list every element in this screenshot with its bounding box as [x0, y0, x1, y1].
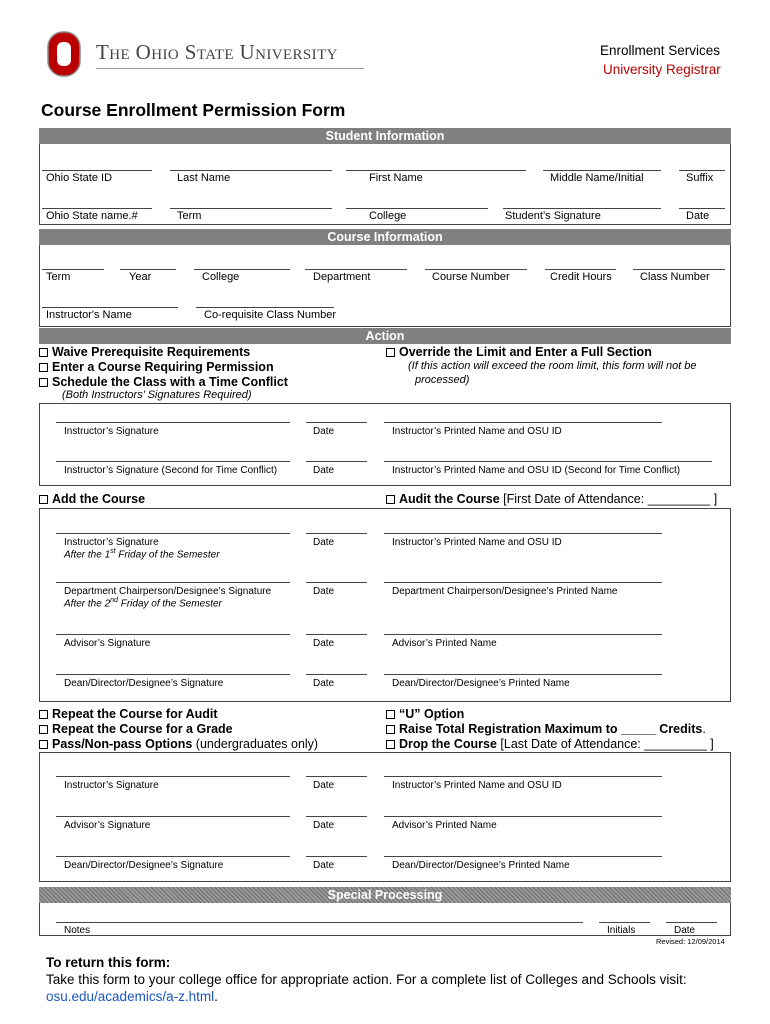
form-title: Course Enrollment Permission Form — [41, 100, 346, 120]
sig3-date-advisor[interactable]: Date — [313, 820, 335, 831]
sig2-date-dept[interactable]: Date — [313, 586, 335, 597]
override-note-line1: (If this action will exceed the room limit, this form will not be — [408, 360, 697, 372]
sig2-after-second-friday: After the 2nd Friday of the Semester — [64, 597, 222, 610]
sig3-date[interactable]: Date — [313, 780, 335, 791]
sig1-date-second[interactable]: Date — [313, 465, 335, 476]
override-note-line2: processed) — [415, 374, 470, 386]
sig2-date-advisor[interactable]: Date — [313, 638, 335, 649]
checkbox-repeat-grade[interactable]: Repeat the Course for a Grade — [39, 722, 233, 736]
field-department[interactable]: Department — [313, 271, 371, 283]
university-name: The Ohio State University — [96, 40, 338, 64]
both-instructors-note: (Both Instructors’ Signatures Required) — [62, 389, 252, 401]
student-info-bar: Student Information — [39, 128, 731, 144]
sig3-instructor-printed[interactable]: Instructor’s Printed Name and OSU ID — [392, 780, 562, 791]
sig2-advisor-printed[interactable]: Advisor’s Printed Name — [392, 638, 497, 649]
sig2-dept-chair-printed[interactable]: Department Chairperson/Designee’s Printed Name — [392, 586, 618, 597]
sig3-dean-printed[interactable]: Dean/Director/Designee’s Printed Name — [392, 860, 570, 871]
sig1-date[interactable]: Date — [313, 426, 335, 437]
academics-link[interactable]: osu.edu/academics/a-z.html — [46, 989, 215, 1004]
return-text: Take this form to your college office for appropriate action. For a complete list of Colleges and Schools visit: — [46, 972, 687, 987]
field-initials[interactable]: Initials — [607, 925, 636, 936]
field-instructor-name[interactable]: Instructor's Name — [46, 309, 132, 321]
field-corequisite[interactable]: Co-requisite Class Number — [204, 309, 337, 321]
sig2-after-first-friday: After the 1st Friday of the Semester — [64, 548, 220, 561]
checkbox-enter-permission[interactable]: Enter a Course Requiring Permission — [39, 360, 274, 374]
sig3-date-dean[interactable]: Date — [313, 860, 335, 871]
field-term[interactable]: Term — [177, 210, 202, 222]
sig3-instructor-signature[interactable]: Instructor’s Signature — [64, 780, 159, 791]
checkbox-override-limit[interactable]: Override the Limit and Enter a Full Section — [386, 345, 652, 359]
checkbox-add-course[interactable]: Add the Course — [39, 492, 145, 506]
field-course-college[interactable]: College — [202, 271, 240, 283]
field-last-name[interactable]: Last Name — [177, 172, 231, 184]
field-credit-hours[interactable]: Credit Hours — [550, 271, 612, 283]
return-heading: To return this form: — [46, 955, 171, 970]
sig2-dean-printed[interactable]: Dean/Director/Designee’s Printed Name — [392, 678, 570, 689]
special-processing-bar: Special Processing — [39, 887, 731, 903]
revised-date: Revised: 12/09/2014 — [656, 937, 725, 946]
sig1-instructor-signature[interactable]: Instructor’s Signature — [64, 426, 159, 437]
field-student-date[interactable]: Date — [686, 210, 710, 222]
field-first-name[interactable]: First Name — [369, 172, 423, 184]
sig2-instructor-printed[interactable]: Instructor’s Printed Name and OSU ID — [392, 537, 562, 548]
sig1-instructor-printed-second[interactable]: Instructor’s Printed Name and OSU ID (Second for Time Conflict) — [392, 465, 681, 476]
field-course-year[interactable]: Year — [129, 271, 152, 283]
return-link-line — [46, 989, 218, 1004]
checkbox-pass-nonpass[interactable]: Pass/Non-pass Options (undergraduates only) — [39, 737, 318, 751]
field-course-number[interactable]: Course Number — [432, 271, 510, 283]
sig2-date-dean[interactable]: Date — [313, 678, 335, 689]
return-link-period: . — [214, 989, 218, 1004]
sig1-instructor-signature-second[interactable]: Instructor’s Signature (Second for Time Conflict) — [64, 465, 278, 476]
osu-logo-icon — [47, 31, 81, 77]
sig2-dean-signature[interactable]: Dean/Director/Designee’s Signature — [64, 678, 224, 689]
checkbox-raise-maximum[interactable]: Raise Total Registration Maximum to _____ Credits. — [386, 722, 706, 736]
sig3-advisor-signature[interactable]: Advisor’s Signature — [64, 820, 151, 831]
checkbox-repeat-audit[interactable]: Repeat the Course for Audit — [39, 707, 218, 721]
sig2-date[interactable]: Date — [313, 537, 335, 548]
checkbox-drop-course[interactable]: Drop the Course [Last Date of Attendance: _________ ] — [386, 737, 714, 751]
sig3-dean-signature[interactable]: Dean/Director/Designee’s Signature — [64, 860, 224, 871]
checkbox-u-option[interactable]: “U” Option — [386, 707, 464, 721]
checkbox-waive-prerequisite[interactable]: Waive Prerequisite Requirements — [39, 345, 250, 359]
field-notes[interactable]: Notes — [64, 925, 91, 936]
sig2-instructor-signature[interactable]: Instructor’s Signature — [64, 537, 159, 548]
header-underline — [96, 68, 364, 69]
dept-enrollment-services: Enrollment Services — [600, 43, 721, 58]
course-info-bar: Course Information — [39, 229, 731, 245]
field-middle-name[interactable]: Middle Name/Initial — [550, 172, 644, 184]
sig2-advisor-signature[interactable]: Advisor’s Signature — [64, 638, 151, 649]
field-suffix[interactable]: Suffix — [686, 172, 714, 184]
checkbox-audit-course[interactable]: Audit the Course [First Date of Attendance: _________ ] — [386, 492, 717, 506]
field-student-signature[interactable]: Student’s Signature — [505, 210, 601, 222]
sig2-dept-chair-signature[interactable]: Department Chairperson/Designee’s Signature — [64, 586, 272, 597]
field-special-date[interactable]: Date — [674, 925, 696, 936]
field-name-dot-number[interactable]: Ohio State name.# — [46, 210, 138, 222]
sig1-instructor-printed[interactable]: Instructor’s Printed Name and OSU ID — [392, 426, 562, 437]
action-bar: Action — [39, 328, 731, 344]
field-class-number[interactable]: Class Number — [640, 271, 710, 283]
field-course-term[interactable]: Term — [46, 271, 71, 283]
field-college[interactable]: College — [369, 210, 407, 222]
field-ohio-state-id[interactable]: Ohio State ID — [46, 172, 113, 184]
dept-university-registrar: University Registrar — [603, 62, 721, 77]
sig3-advisor-printed[interactable]: Advisor’s Printed Name — [392, 820, 497, 831]
checkbox-schedule-conflict[interactable]: Schedule the Class with a Time Conflict — [39, 375, 288, 389]
